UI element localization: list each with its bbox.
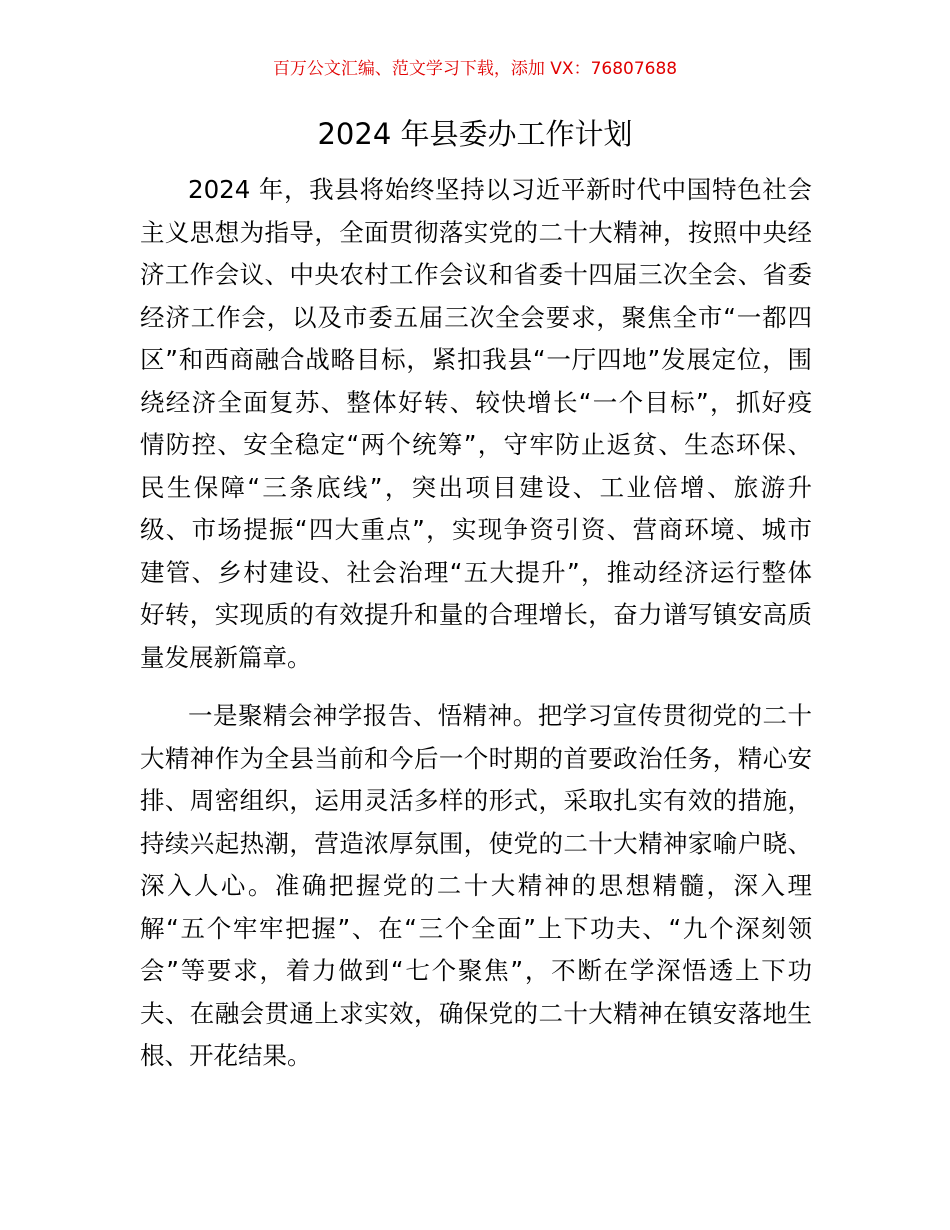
paragraph-line: 解“五个牢牢把握”、在“三个全面”上下功夫、“九个深刻领 [140,913,812,943]
paragraph-line: 济工作会议、中央农村工作会议和省委十四届三次全会、省委 [140,260,812,289]
paragraph-line: 建管、乡村建设、社会治理“五大提升”，推动经济运行整体 [140,557,812,587]
paragraph-line: 2024 年，我县将始终坚持以习近平新时代中国特色社会 [188,175,812,204]
paragraph-line: 根、开花结果。 [140,1041,312,1070]
paragraph-line: 持续兴起热潮，营造浓厚氛围，使党的二十大精神家喻户晓、 [140,828,812,858]
document-title: 2024 年县委办工作计划 [317,117,633,151]
paragraph-line: 区”和西商融合战略目标，紧扣我县“一厅四地”发展定位，围 [140,345,812,374]
header-contact-note: 百万公文汇编、范文学习下载，添加 VX：76807688 [272,59,678,79]
paragraph-line: 民生保障“三条底线”，突出项目建设、工业倍增、旅游升 [140,472,812,502]
paragraph-line: 好转，实现质的有效提升和量的合理增长，奋力谱写镇安高质 [140,600,812,629]
paragraph-line: 会”等要求，着力做到“七个聚焦”，不断在学深悟透上下功 [140,956,812,985]
paragraph-line: 深入人心。准确把握党的二十大精神的思想精髓，深入理 [140,871,812,900]
paragraph-line: 主义思想为指导，全面贯彻落实党的二十大精神，按照中央经 [140,217,812,247]
paragraph-line: 一是聚精会神学报告、悟精神。把学习宣传贯彻党的二十 [188,701,812,730]
paragraph-line: 量发展新篇章。 [140,642,312,672]
paragraph-line: 排、周密组织，运用灵活多样的形式，采取扎实有效的措施， [140,786,812,815]
paragraph-line: 情防控、安全稳定“两个统筹”，守牢防止返贫、生态环保、 [140,430,812,459]
paragraph-line: 大精神作为全县当前和今后一个时期的首要政治任务，精心安 [140,743,812,773]
paragraph-line: 经济工作会，以及市委五届三次全会要求，聚焦全市“一都四 [140,302,812,332]
paragraph-line: 夫、在融会贯通上求实效，确保党的二十大精神在镇安落地生 [140,998,812,1028]
paragraph-line: 级、市场提振“四大重点”，实现争资引资、营商环境、城市 [140,515,812,544]
paragraph-line: 绕经济全面复苏、整体好转、较快增长“一个目标”，抓好疫 [140,387,812,417]
paragraph-intro [140,169,812,679]
paragraph-study-report [140,695,812,1078]
